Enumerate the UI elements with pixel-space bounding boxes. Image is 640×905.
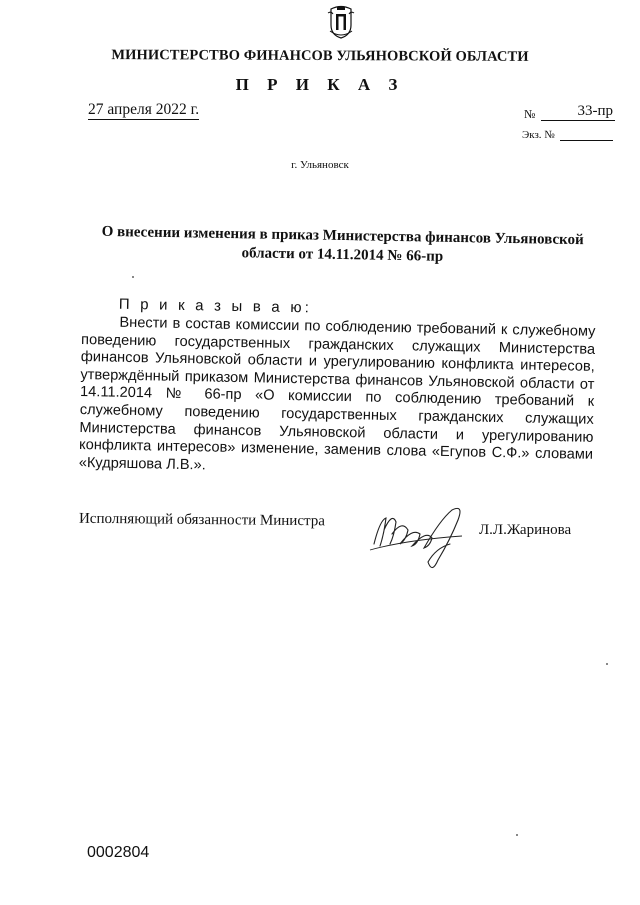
handwritten-signature xyxy=(366,500,478,580)
signatory-title: Исполняющий обязанности Министра xyxy=(78,510,326,530)
scan-speck xyxy=(606,663,608,665)
document-type-title: П Р И К А З xyxy=(235,75,405,94)
order-number-value: 33-пр xyxy=(541,102,615,121)
scan-speck xyxy=(516,834,518,836)
document-serial-number: 0002804 xyxy=(87,844,150,861)
order-number-label: № xyxy=(524,107,536,121)
copy-number-blank xyxy=(560,140,613,141)
signatory-name: Л.Л.Жаринова xyxy=(479,522,572,538)
order-date: 27 апреля 2022 г. xyxy=(88,101,200,118)
order-body xyxy=(79,295,596,482)
ministry-name: МИНИСТЕРСТВО ФИНАНСОВ УЛЬЯНОВСКОЙ ОБЛАСТИ xyxy=(111,47,529,65)
order-subject: О внесении изменения в приказ Министерства финансов Ульяновской области от 14.11.2014 № 66-пр xyxy=(101,223,584,265)
scan-speck xyxy=(132,276,134,278)
copy-number-label: Экз. № xyxy=(522,129,555,141)
order-body-text: Внести в состав комиссии по соблюдению требований к служебному поведению государственных гражданских служащих Министерства финансов Ульяновской области и урегулированию конфликта интересов, утверждённый приказом Министерства финансов Ульяновской области от 14.11.2014 № 66-пр «О комиссии по соблюдению требований к служебному поведению государственных гражданских служащих Министерства финансов Ульяновской области и урегулированию конфликта интересов» изменение, заменив слова «Егупов С.Ф.» словами «Кудряшова Л.В.». xyxy=(78,314,596,474)
order-directive-word: П р и к а з ы в а ю: xyxy=(118,295,313,317)
coat-of-arms-emblem xyxy=(327,5,355,39)
city-label: г. Ульяновск xyxy=(291,159,349,171)
